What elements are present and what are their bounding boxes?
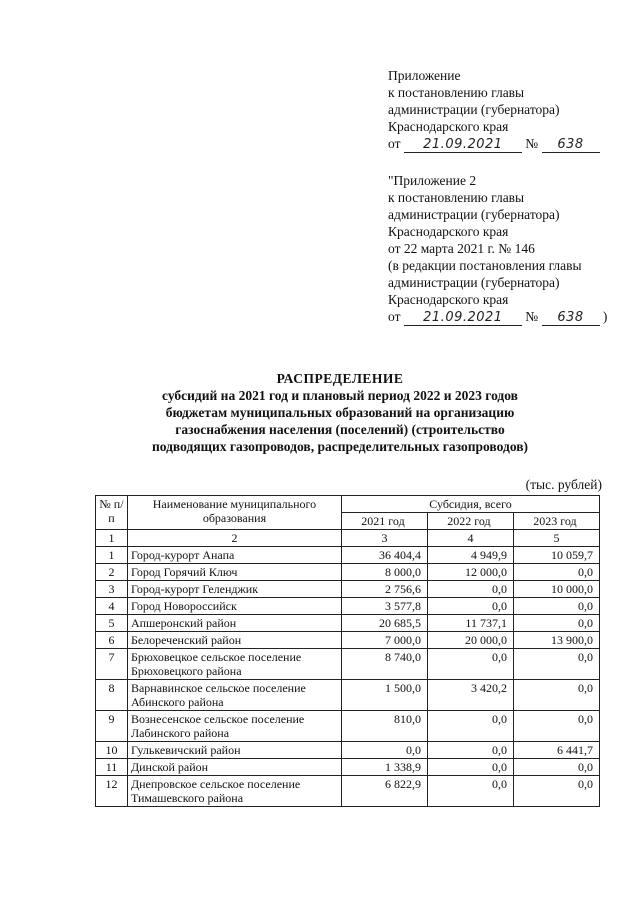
title-line: подводящих газопроводов, распределительных газопроводов) [151, 439, 529, 454]
number-label: № [525, 309, 539, 324]
row-2021: 3 577,8 [342, 598, 428, 615]
row-num: 9 [96, 711, 128, 742]
row-num: 12 [96, 776, 128, 807]
appendix-line: администрации (губернатора) [388, 102, 560, 117]
row-2023: 10 000,0 [513, 581, 599, 598]
row-2022: 0,0 [427, 711, 513, 742]
header-subsidy: Субсидия, всего [342, 496, 600, 513]
header-2022: 2022 год [427, 513, 513, 530]
row-2022: 0,0 [427, 776, 513, 807]
column-index-row [96, 530, 600, 547]
title-line: бюджетам муниципальных образований на организацию [165, 405, 515, 420]
index-cell: 3 [342, 530, 428, 547]
row-2021: 1 338,9 [342, 759, 428, 776]
table-row [96, 615, 600, 632]
row-num: 11 [96, 759, 128, 776]
row-num: 6 [96, 632, 128, 649]
row-2023: 0,0 [513, 649, 599, 680]
row-2021: 36 404,4 [342, 547, 428, 564]
appendix-line: "Приложение 2 [388, 173, 477, 188]
row-2023: 6 441,7 [513, 742, 599, 759]
row-name: Город Горячий Ключ [127, 564, 341, 581]
handwritten-number: 638 [542, 310, 600, 326]
appendix-line: Приложение [388, 68, 461, 83]
header-name: Наименование муниципального образования [127, 496, 341, 530]
handwritten-date: 21.09.2021 [404, 310, 522, 326]
row-num: 1 [96, 547, 128, 564]
row-2022: 0,0 [427, 649, 513, 680]
table-row [96, 547, 600, 564]
appendix-line: к постановлению главы [388, 190, 525, 205]
row-2023: 0,0 [513, 564, 599, 581]
row-name: Брюховецкое сельское поселение Брюховецкого района [127, 649, 341, 680]
row-name: Динской район [127, 759, 341, 776]
row-2022: 0,0 [427, 742, 513, 759]
row-name: Город Новороссийск [127, 598, 341, 615]
appendix-line: к постановлению главы [388, 85, 525, 100]
row-2023: 10 059,7 [513, 547, 599, 564]
appendix-current-block [388, 67, 618, 153]
title-main: РАСПРЕДЕЛЕНИЕ [276, 371, 404, 386]
row-2021: 810,0 [342, 711, 428, 742]
number-label: № [525, 136, 539, 151]
row-num: 5 [96, 615, 128, 632]
row-2021: 1 500,0 [342, 680, 428, 711]
row-num: 2 [96, 564, 128, 581]
appendix-line: администрации (губернатора) [388, 207, 560, 222]
row-name: Апшеронский район [127, 615, 341, 632]
handwritten-date: 21.09.2021 [404, 137, 522, 153]
appendix-line: Краснодарского края [388, 292, 509, 307]
index-cell: 2 [127, 530, 341, 547]
index-cell: 4 [427, 530, 513, 547]
row-2023: 0,0 [513, 711, 599, 742]
table-row [96, 598, 600, 615]
row-2023: 0,0 [513, 680, 599, 711]
row-2022: 3 420,2 [427, 680, 513, 711]
index-cell: 5 [513, 530, 599, 547]
table-row [96, 759, 600, 776]
row-name: Город-курорт Анапа [127, 547, 341, 564]
title-line: субсидий на 2021 год и плановый период 2022 и 2023 годов [162, 388, 518, 403]
row-2022: 0,0 [427, 581, 513, 598]
row-num: 7 [96, 649, 128, 680]
row-2021: 0,0 [342, 742, 428, 759]
row-2023: 0,0 [513, 615, 599, 632]
row-2022: 11 737,1 [427, 615, 513, 632]
table-row [96, 649, 600, 680]
subsidy-table [95, 495, 600, 807]
unit-label: (тыс. рублей) [525, 477, 602, 492]
row-2022: 0,0 [427, 759, 513, 776]
row-2022: 0,0 [427, 598, 513, 615]
row-2022: 20 000,0 [427, 632, 513, 649]
row-2021: 8 740,0 [342, 649, 428, 680]
row-2023: 0,0 [513, 598, 599, 615]
title-line: газоснабжения населения (поселений) (строительство [175, 422, 505, 437]
row-2021: 2 756,6 [342, 581, 428, 598]
row-2021: 7 000,0 [342, 632, 428, 649]
from-label: от [388, 309, 401, 324]
table-row [96, 711, 600, 742]
table-row [96, 564, 600, 581]
row-2021: 6 822,9 [342, 776, 428, 807]
appendix-original-block [388, 172, 618, 326]
row-2021: 8 000,0 [342, 564, 428, 581]
row-name: Варнавинское сельское поселение Абинского района [127, 680, 341, 711]
row-num: 10 [96, 742, 128, 759]
index-cell: 1 [96, 530, 128, 547]
appendix-date-line [388, 135, 618, 153]
header-2021: 2021 год [342, 513, 428, 530]
row-2023: 0,0 [513, 759, 599, 776]
row-name: Гулькевичский район [127, 742, 341, 759]
row-num: 8 [96, 680, 128, 711]
row-name: Вознесенское сельское поселение Лабинского района [127, 711, 341, 742]
appendix-line: администрации (губернатора) [388, 275, 560, 290]
row-name: Днепровское сельское поселение Тимашевского района [127, 776, 341, 807]
table-row [96, 742, 600, 759]
row-num: 3 [96, 581, 128, 598]
appendix-line: Краснодарского края [388, 224, 509, 239]
table-row [96, 680, 600, 711]
closing-paren: ) [602, 309, 608, 324]
header-2023: 2023 год [513, 513, 599, 530]
row-2022: 4 949,9 [427, 547, 513, 564]
row-name: Город-курорт Геленджик [127, 581, 341, 598]
document-title [120, 370, 560, 455]
from-label: от [388, 136, 401, 151]
row-2022: 12 000,0 [427, 564, 513, 581]
row-name: Белореченский район [127, 632, 341, 649]
table-row [96, 581, 600, 598]
row-2023: 0,0 [513, 776, 599, 807]
handwritten-number: 638 [542, 137, 600, 153]
appendix-line: от 22 марта 2021 г. № 146 [388, 241, 535, 256]
table-row [96, 632, 600, 649]
table-row [96, 776, 600, 807]
row-2021: 20 685,5 [342, 615, 428, 632]
row-num: 4 [96, 598, 128, 615]
header-num: № п/п [96, 496, 128, 530]
table-header-row [96, 496, 600, 513]
appendix-date-line [388, 308, 618, 326]
appendix-line: (в редакции постановления главы [388, 258, 582, 273]
row-2023: 13 900,0 [513, 632, 599, 649]
appendix-line: Краснодарского края [388, 119, 509, 134]
